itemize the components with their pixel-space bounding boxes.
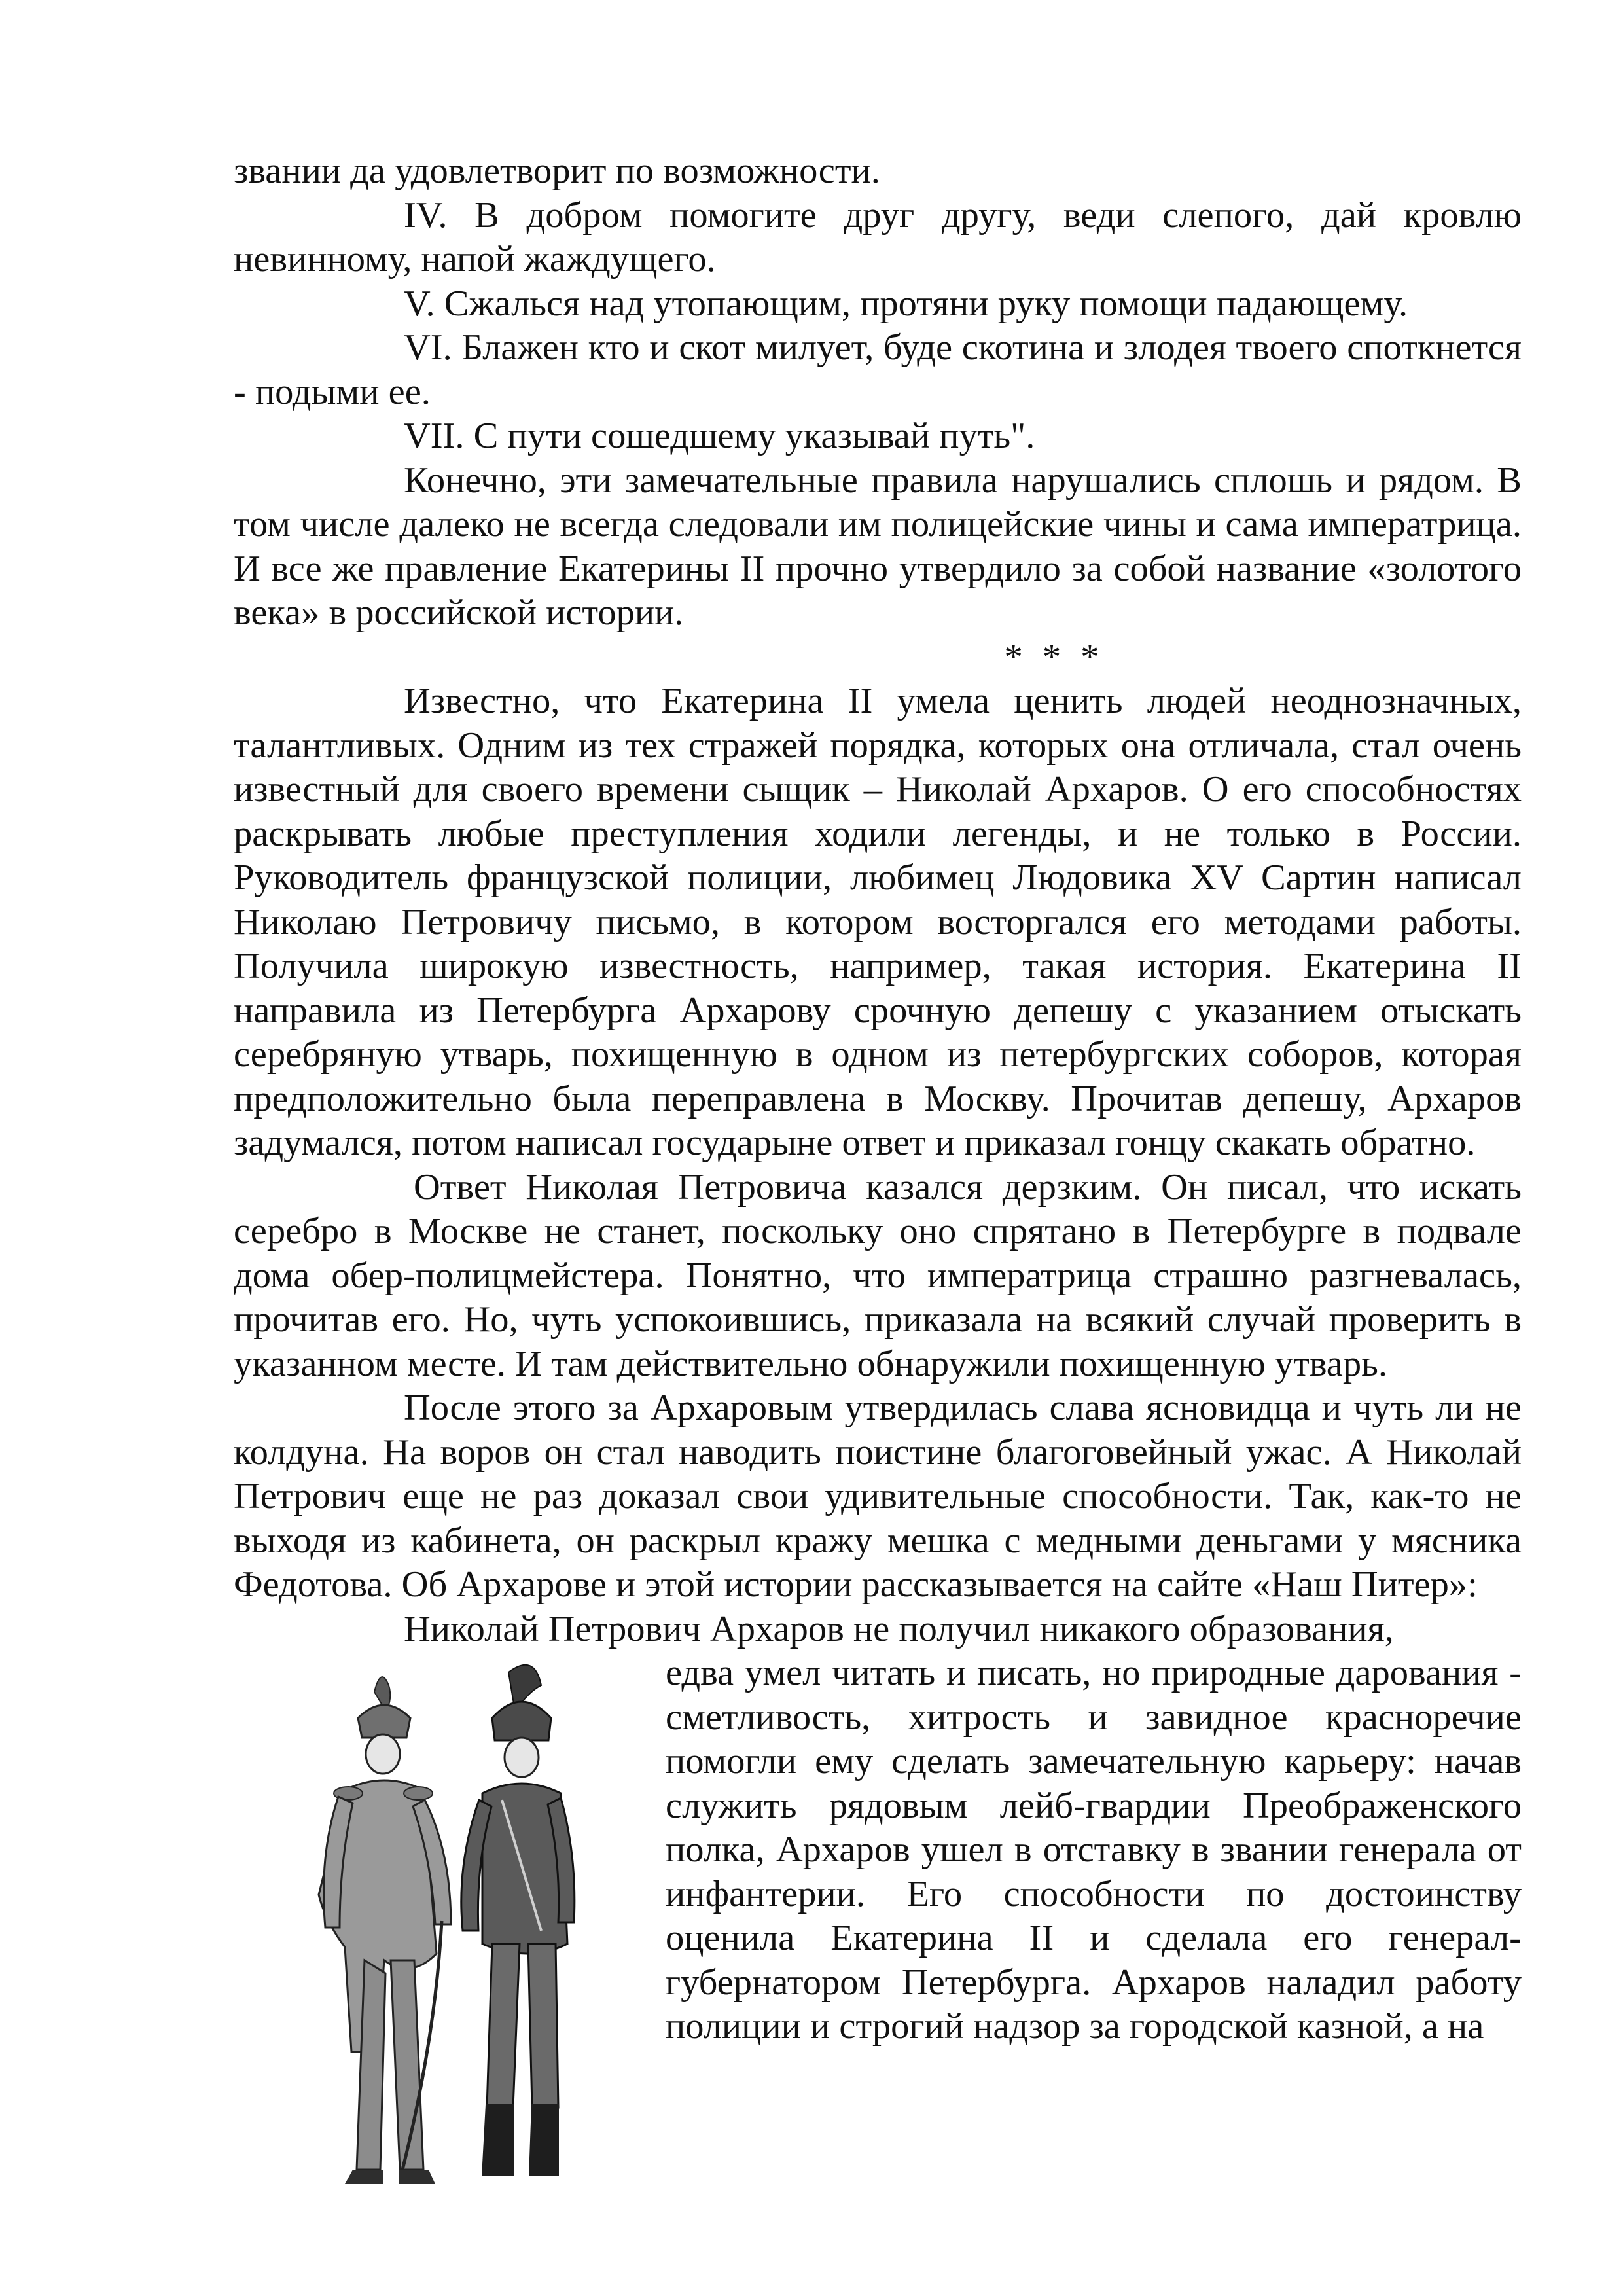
paragraph-arkharov-intro: Известно, что Екатерина II умела ценить людей неоднозначных, талантливых. Одним из тех стражей порядка, которых она отличала, стал очень известный для своего времени сыщик – Николай Архаров. О его способностях раскрывать любые преступления ходили легенды, и не только в России. Руководитель французской полиции, любимец Людовика XV Сартин написал Николаю Петровичу письмо, в котором восторгался его методами работы. Получила широкую известность, например, такая история. Екатерина II направила из Петербурга Архарову срочную депешу с указанием отыскать серебряную утварь, похищенную в одном из петербургских соборов, которая предположительно была переправлена в Москву. Прочитав депешу, Архаров задумался, потом написал государыне ответ и приказал гонцу скакать обратно. — [234, 681, 1522, 1163]
paragraph-arkharov-fame: После этого за Архаровым утвердилась слава ясновидца и чуть ли не колдуна. На воров он стал наводить поистине благоговейный ужас. А Николай Петрович еще не раз доказал свои удивительные способности. Так, как-то не выходя из кабинета, он раскрыл кражу мешка с медными деньгами у мясника Федотова. Об Архарове и этой истории рассказывается на сайте «Наш Питер»: — [234, 1388, 1522, 1605]
rule-iv: IV. В добром помогите друг другу, веди слепого, дай кровлю невинному, напой жаждущего. — [234, 194, 1522, 279]
paragraph-arkharov-answer: Ответ Николая Петровича казался дерзким. Он писал, что искать серебро в Москве не станет, поскольку оно спрятано в Петербурге в подвале дома обер-полицмейстера. Понятно, что императрица страшно разгневалась, прочитав его. Но, чуть успокоившись, приказала на всякий случай проверить в указанном месте. И там действительно обнаружили похищенную утварь. — [234, 1166, 1522, 1384]
quote-first-line: Николай Петрович Архаров не получил никакого образования, — [404, 1608, 1394, 1649]
two-officers-image — [234, 1646, 626, 2235]
right-officer-figure — [461, 1665, 575, 2176]
section-separator: * * * — [1004, 636, 1105, 677]
left-officer-figure — [319, 1677, 451, 2184]
paragraph-continuation: звании да удовлетворит по возможности. — [234, 151, 880, 191]
rule-vii: VII. С пути сошедшему указывай путь". — [404, 416, 1035, 456]
officers-illustration — [234, 1646, 626, 2235]
rule-v: V. Сжалься над утопающим, протяни руку помощи падающему. — [404, 283, 1408, 324]
text-column — [234, 149, 1522, 2235]
paragraph-golden-age: Конечно, эти замечательные правила нарушались сплошь и рядом. В том числе далеко не всегда следовали им полицейские чины и сама императрица. И все же правление Екатерины II прочно утвердило за собой название «золотого века» в российской истории. — [234, 459, 1522, 633]
rule-vi: VI. Блажен кто и скот милует, буде скотина и злодея твоего споткнется - подыми ее. — [234, 327, 1522, 412]
quote-continuation: едва умел читать и писать, но природные дарования - сметливость, хитрость и завидное красноречие помогли ему сделать замечательную карьеру: начав служить рядовым лейб-гвардии Преображенского полка, Архаров ушел в отставку в звании генерала от инфантерии. Его способности по достоинству оценила Екатерина II и сделала его генерал-губернатором Петербурга. Архаров наладил работу полиции и строгий надзор за городской казной, а на — [666, 1653, 1522, 2047]
